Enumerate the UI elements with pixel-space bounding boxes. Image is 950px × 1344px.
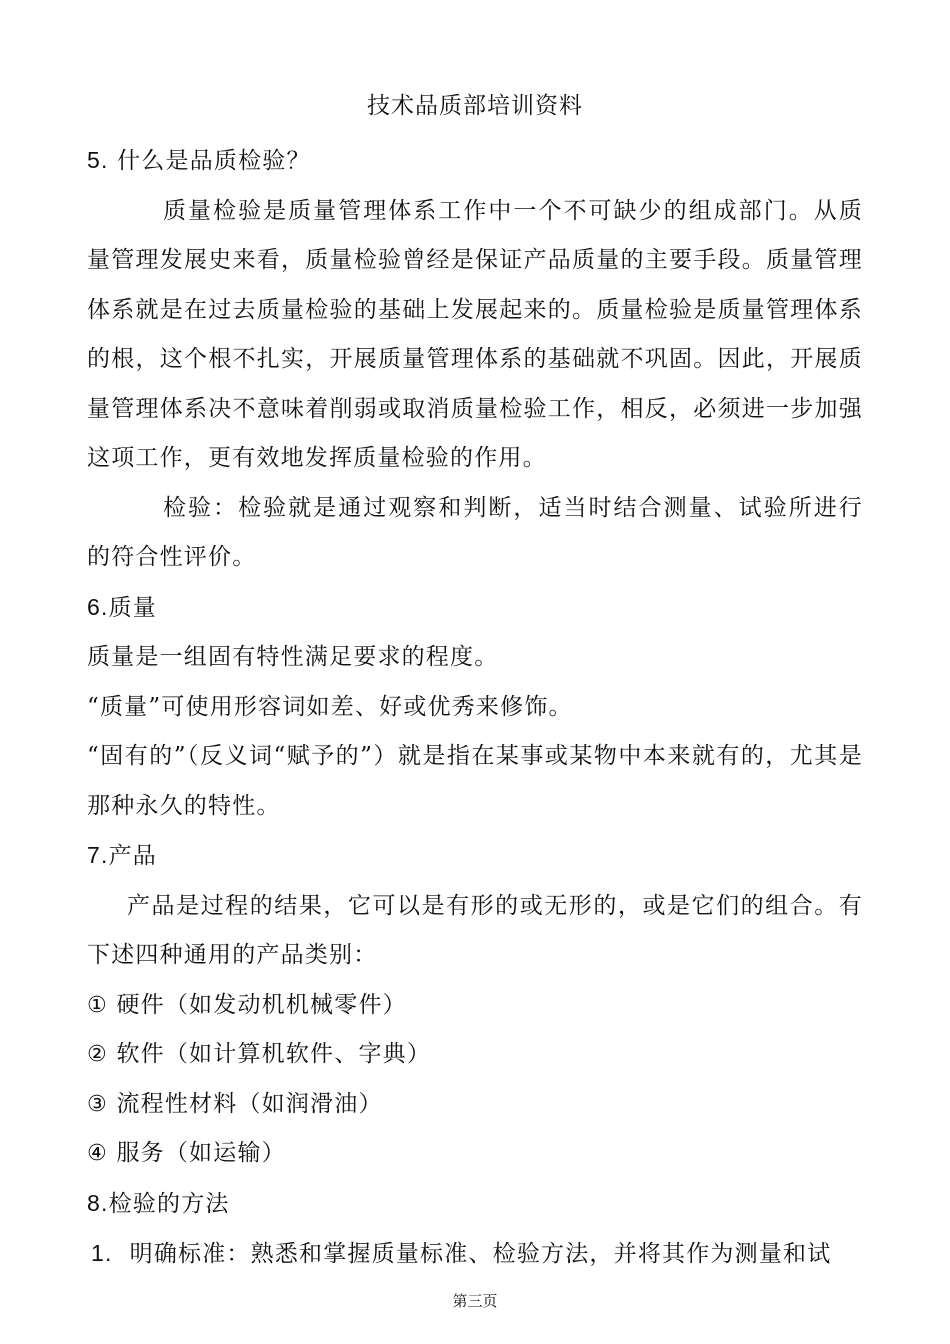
section-8-number: 8. — [87, 1189, 109, 1216]
section-7-number: 7. — [87, 842, 109, 868]
product-category-item-2 — [87, 1030, 863, 1080]
product-category-text-4: 服务（如运输） — [107, 1140, 286, 1166]
section-8-heading — [87, 1179, 863, 1230]
section-5-paragraph-2: 检验：检验就是通过观察和判断，适当时结合测量、试验所进行的符合性评价。 — [87, 494, 863, 570]
page-number: 第三页 — [452, 1292, 498, 1310]
method-text-1: 明确标准：熟悉和掌握质量标准、检验方法，并将其作为测量和试 — [112, 1241, 832, 1267]
circled-number-4: ④ — [87, 1141, 108, 1166]
section-5-title: 什么是品质检验？ — [108, 148, 311, 174]
section-7-heading — [87, 831, 863, 882]
section-5-number: 5. — [87, 147, 109, 173]
section-5-paragraph-1: 质量检验是质量管理体系工作中一个不可缺少的组成部门。从质量管理发展史来看，质量检验曾经是保证产品质量的主要手段。质量管理体系就是在过去质量检验的基础上发展起来的。质量检验是质量管理体系的根，这个根不扎实，开展质量管理体系的基础就不巩固。因此，开展质量管理体系决不意味着削弱或取消质量检验工作，相反，必须进一步加强这项工作，更有效地发挥质量检验的作用。 — [87, 197, 863, 471]
section-8-title: 检验的方法 — [108, 1190, 230, 1217]
circled-number-3: ③ — [87, 1091, 108, 1117]
product-category-item-1 — [87, 981, 863, 1031]
section-6-title: 质量 — [108, 594, 157, 621]
product-category-text-2: 软件（如计算机软件、字典） — [107, 1041, 432, 1067]
product-category-text-3: 流程性材料（如润滑油） — [107, 1090, 383, 1117]
circled-number-2: ② — [87, 1042, 108, 1067]
section-6-line-1: 质量是一组固有特性满足要求的程度。 — [87, 644, 499, 670]
section-6-heading — [87, 583, 863, 634]
section-5-heading — [87, 136, 863, 187]
document-title: 技术品质部培训资料 — [367, 93, 583, 119]
product-category-item-4 — [87, 1129, 863, 1179]
product-category-text-1: 硬件（如发动机机械零件） — [107, 991, 407, 1018]
section-7-title: 产品 — [108, 843, 157, 869]
circled-number-1: ① — [87, 992, 108, 1018]
method-number-1: 1. — [91, 1240, 113, 1266]
product-category-item-3 — [87, 1080, 863, 1130]
section-6-line-3: “固有的”（反义词“赋予的”）就是指在某事或某物中本来就有的，尤其是那种永久的特性。 — [87, 743, 863, 819]
document-body — [87, 136, 863, 1280]
section-6-line-2: “质量”可使用形容词如差、好或优秀来修饰。 — [87, 693, 573, 720]
inspection-method-item-1 — [87, 1229, 863, 1280]
section-6-number: 6. — [87, 593, 109, 620]
section-7-paragraph-1: 产品是过程的结果，它可以是有形的或无形的，或是它们的组合。有下述四种通用的产品类别： — [87, 892, 863, 968]
